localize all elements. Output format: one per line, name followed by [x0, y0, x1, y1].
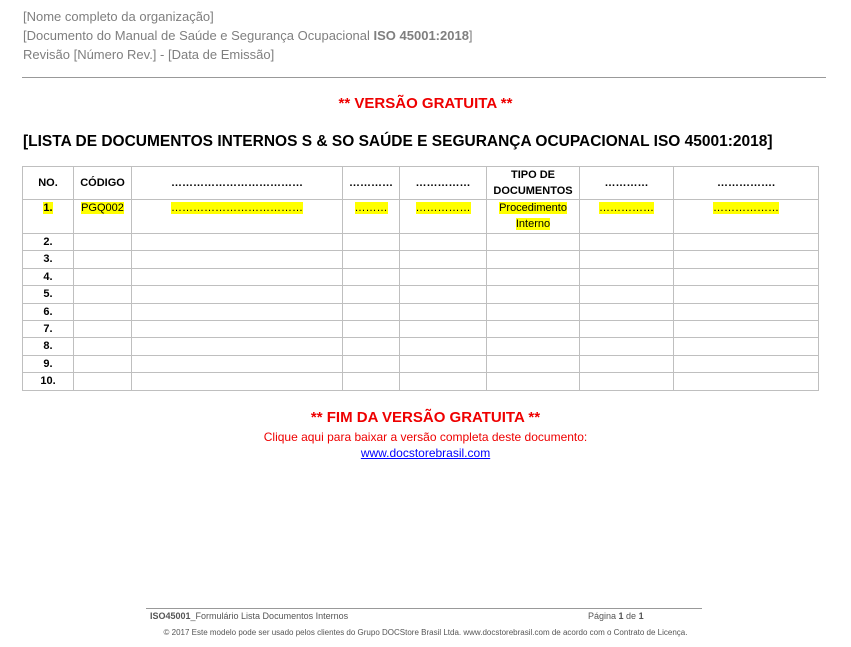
- cell: [580, 268, 674, 285]
- cell: [580, 251, 674, 268]
- cell: ………………: [713, 202, 779, 214]
- cell: [487, 286, 580, 303]
- cell: [580, 234, 674, 251]
- cell: [74, 373, 132, 390]
- cell: [580, 303, 674, 320]
- table-row: [23, 338, 819, 355]
- cell: [132, 303, 343, 320]
- cell: [132, 234, 343, 251]
- cell: [400, 234, 487, 251]
- footer-divider: [146, 608, 702, 609]
- cell: [487, 234, 580, 251]
- cell: [487, 338, 580, 355]
- table-row: [23, 303, 819, 320]
- manual-title-text: [Documento do Manual de Saúde e Segurança Ocupacional: [23, 28, 374, 43]
- cell: [343, 338, 400, 355]
- cell: [580, 338, 674, 355]
- cell: [343, 355, 400, 372]
- cell: ……………: [599, 202, 654, 214]
- cell: [400, 251, 487, 268]
- cell: 1.: [43, 202, 53, 214]
- table-row: [23, 200, 819, 234]
- cell: [400, 303, 487, 320]
- cell: [132, 320, 343, 337]
- org-name: [Nome completo da organização]: [23, 9, 214, 24]
- cell: [674, 234, 819, 251]
- cell: [674, 286, 819, 303]
- cell: [674, 268, 819, 285]
- cell: [74, 234, 132, 251]
- cell: [74, 355, 132, 372]
- cell: Procedimento Interno: [499, 202, 567, 230]
- cell: ……………: [415, 202, 471, 214]
- cell: [674, 303, 819, 320]
- cell: PGQ002: [81, 202, 124, 214]
- cell: [580, 373, 674, 390]
- free-version-banner: ** VERSÃO GRATUITA **: [338, 95, 513, 112]
- cell: [487, 251, 580, 268]
- footer-doc-code: ISO45001: [150, 611, 191, 621]
- cell: 3.: [23, 251, 74, 268]
- footer-doc-name: [150, 611, 348, 621]
- cell: 8.: [23, 338, 74, 355]
- cell: [674, 251, 819, 268]
- cell: 4.: [23, 268, 74, 285]
- cell: [400, 355, 487, 372]
- cell: [400, 286, 487, 303]
- cell: [74, 286, 132, 303]
- end-free-banner: ** FIM DA VERSÃO GRATUITA **: [310, 409, 541, 426]
- col-header-type: TIPO DE DOCUMENTOS: [487, 167, 580, 200]
- cell: [74, 303, 132, 320]
- page-current: 1: [618, 611, 624, 621]
- copyright: © 2017 Este modelo pode ser usado pelos clientes do Grupo DOCStore Brasil Ltda. www.docstorebrasil.com de acordo com o Contrato de Licença.: [163, 628, 688, 637]
- cell: [580, 320, 674, 337]
- cell: 2.: [23, 234, 74, 251]
- document-header: [23, 7, 473, 64]
- cell: [343, 303, 400, 320]
- cell: [132, 251, 343, 268]
- cell: 9.: [23, 355, 74, 372]
- cell: [674, 355, 819, 372]
- cell: ………: [354, 202, 388, 214]
- standard-name: ISO 45001:2018: [373, 28, 469, 43]
- download-link[interactable]: www.docstorebrasil.com: [360, 446, 491, 460]
- cell: [674, 373, 819, 390]
- cell: [400, 338, 487, 355]
- cell: [487, 303, 580, 320]
- cell: [343, 234, 400, 251]
- cell: [400, 320, 487, 337]
- col-header-3: ………………………………: [132, 167, 343, 200]
- cell: [132, 268, 343, 285]
- col-header-no: NO.: [23, 167, 74, 200]
- table-row: [23, 373, 819, 390]
- footer-doc-title: _Formulário Lista Documentos Internos: [190, 611, 349, 621]
- cell: 6.: [23, 303, 74, 320]
- cell: [487, 320, 580, 337]
- table-row: [23, 251, 819, 268]
- col-header-8: …………….: [674, 167, 819, 200]
- cell: [487, 355, 580, 372]
- cell: [343, 286, 400, 303]
- cell: [674, 320, 819, 337]
- col-header-code: CÓDIGO: [74, 167, 132, 200]
- download-text: Clique aqui para baixar a versão completa deste documento:: [263, 430, 588, 444]
- cell: [487, 268, 580, 285]
- cell: [74, 338, 132, 355]
- table-row: [23, 320, 819, 337]
- cell: [343, 251, 400, 268]
- cell: 5.: [23, 286, 74, 303]
- page-total: 1: [638, 611, 644, 621]
- cell: [74, 268, 132, 285]
- cell: ………………………………: [171, 202, 303, 214]
- page-number: [588, 611, 644, 621]
- cell: [132, 286, 343, 303]
- page-of: de: [623, 611, 639, 621]
- col-header-7: …………: [580, 167, 674, 200]
- cell: [400, 268, 487, 285]
- cell: 10.: [23, 373, 74, 390]
- table-row: [23, 355, 819, 372]
- col-header-5: ……………: [400, 167, 487, 200]
- cell: [343, 268, 400, 285]
- documents-table: [22, 166, 819, 391]
- cell: [674, 338, 819, 355]
- table-row: [23, 268, 819, 285]
- cell: [74, 251, 132, 268]
- revision-line: Revisão [Número Rev.] - [Data de Emissão]: [23, 47, 275, 62]
- table-row: [23, 234, 819, 251]
- cell: [343, 373, 400, 390]
- page-label: Página: [588, 611, 619, 621]
- cell: [400, 373, 487, 390]
- header-divider: [22, 77, 826, 78]
- cell: [487, 373, 580, 390]
- page-title: [LISTA DE DOCUMENTOS INTERNOS S & SO SAÚDE E SEGURANÇA OCUPACIONAL ISO 45001:2018]: [23, 133, 773, 150]
- bracket: ]: [468, 28, 473, 43]
- cell: [580, 355, 674, 372]
- cell: [580, 286, 674, 303]
- cell: [132, 373, 343, 390]
- cell: 7.: [23, 320, 74, 337]
- col-header-4: …………: [343, 167, 400, 200]
- cell: [132, 338, 343, 355]
- cell: [132, 355, 343, 372]
- manual-title: [23, 26, 473, 45]
- cell: [343, 320, 400, 337]
- cell: [74, 320, 132, 337]
- table-header-row: [23, 167, 819, 200]
- table-row: [23, 286, 819, 303]
